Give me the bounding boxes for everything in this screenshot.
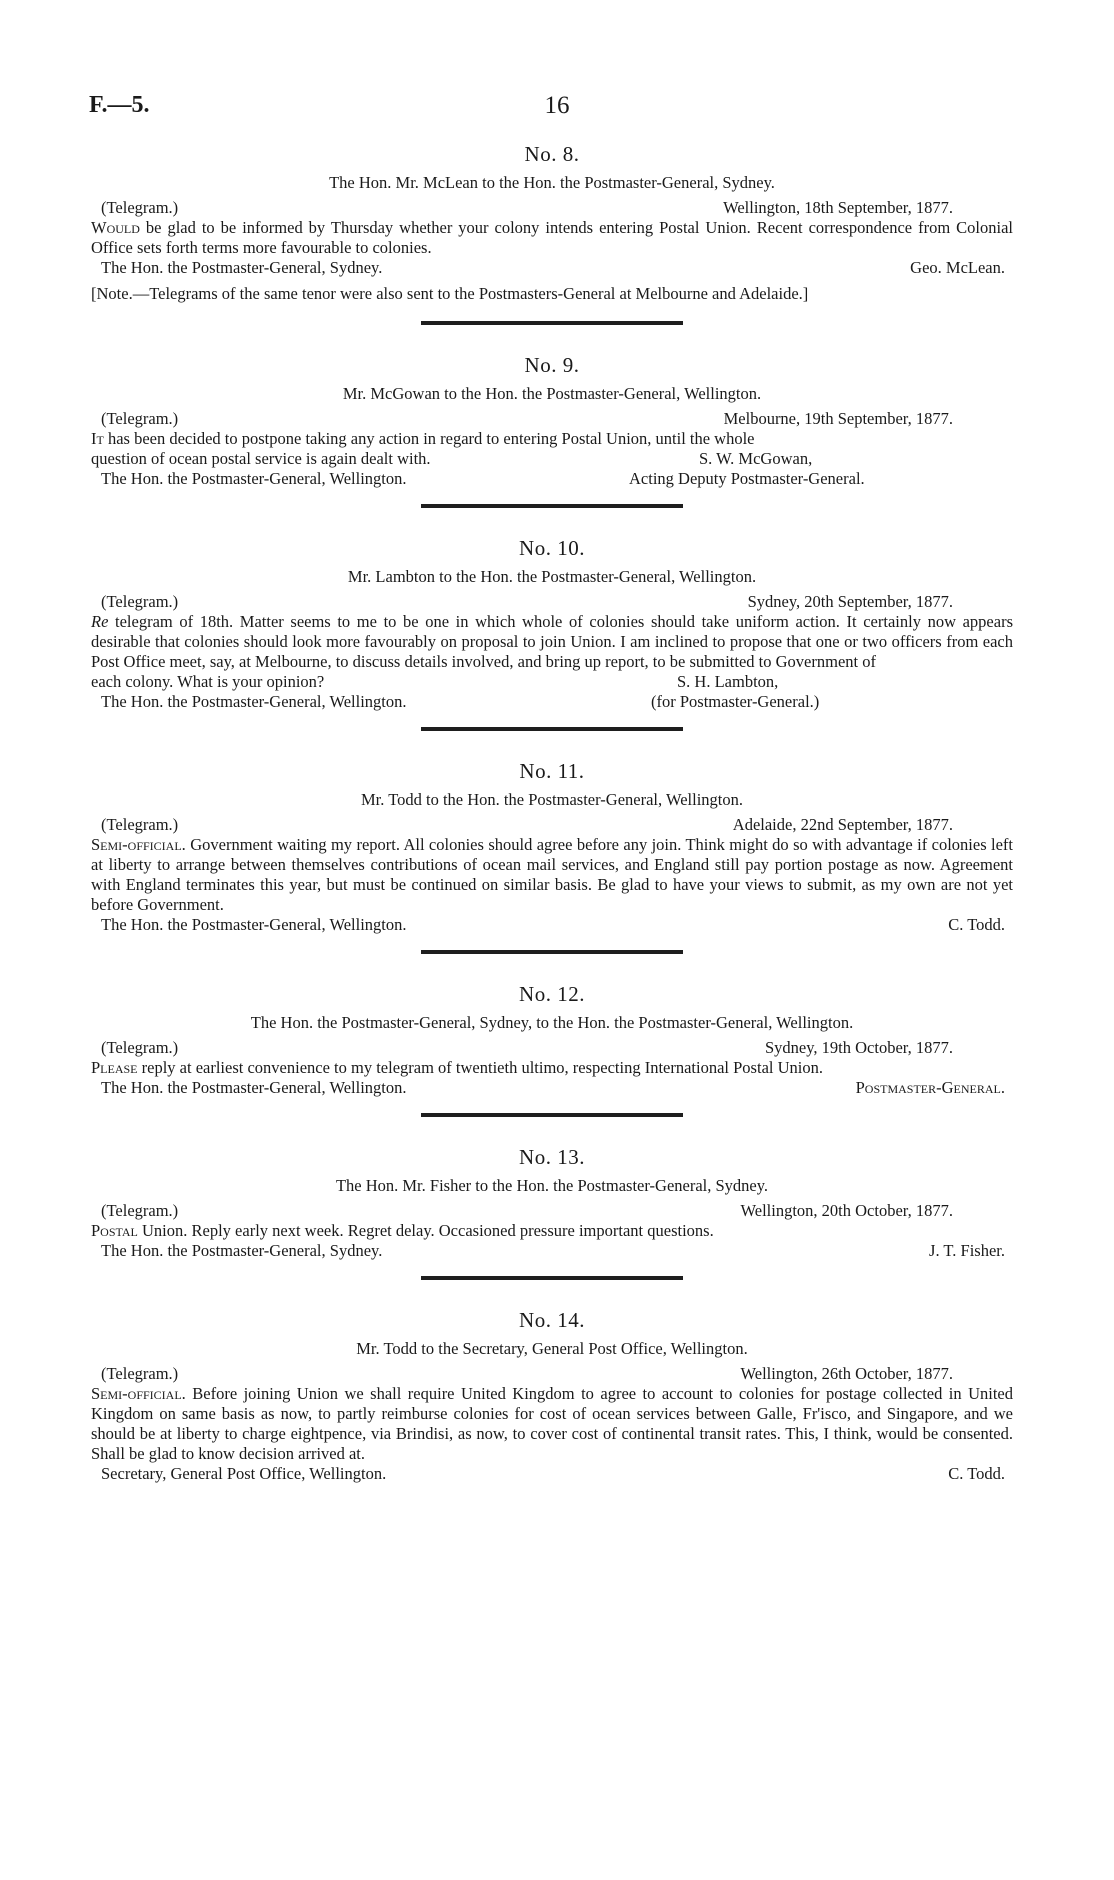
telegram-label: (Telegram.) [101, 814, 179, 834]
lead-word: Re [91, 611, 109, 631]
section-divider [421, 1276, 683, 1280]
entry-number: No. 8. [524, 142, 580, 166]
lead-word: Semi-official. [91, 834, 186, 854]
message-text: reply at earliest convenience to my telegram of twentieth ultimo, respecting International Postal Union. [137, 1057, 823, 1077]
telegram-label: (Telegram.) [101, 1363, 179, 1383]
section-divider [421, 321, 683, 325]
addressee: The Hon. the Postmaster-General, Sydney. [101, 1240, 383, 1260]
addressee: The Hon. the Postmaster-General, Wellington. [101, 914, 407, 934]
message-text: telegram of 18th. Matter seems to me to be one in which whole of colonies should take uniform action. It certainly now appears desirable that colonies should look more favourably on proposal to join Union. I am inclined to propose that one or two officers from each Post Office meet, say, at Melbourne, to discuss details involved, and bring up report, to be submitted to Government of [91, 611, 1013, 671]
entry-heading: Mr. Todd to the Secretary, General Post Office, Wellington. [356, 1338, 748, 1358]
signature: C. Todd. [948, 914, 1005, 934]
signature: Geo. McLean. [910, 258, 1005, 277]
entry-heading: Mr. Lambton to the Hon. the Postmaster-General, Wellington. [347, 566, 757, 586]
message-body [91, 429, 1013, 449]
place-date: Sydney, 20th September, 1877. [747, 591, 953, 611]
entry-heading: Mr. McGowan to the Hon. the Postmaster-General, Wellington. [342, 383, 762, 403]
message-text: Government waiting my report. All colonies should agree before any join. Think might do so with advantage if colonies left at liberty to arrange between themselves contributions of ocean mail services, and England still pay portion postage as now. Agreement with England terminates this year, but must be continued on similar basis. Be glad to have your views to submit, as my own are not yet before Government. [91, 834, 1013, 914]
addressee: Secretary, General Post Office, Wellington. [101, 1463, 387, 1483]
entry-number: No. 12. [519, 981, 585, 1006]
telegram-label: (Telegram.) [101, 591, 179, 611]
message-text: Union. Reply early next week. Regret delay. Occasioned pressure important questions. [137, 1220, 714, 1240]
entry-heading: Mr. Todd to the Hon. the Postmaster-General, Wellington. [361, 789, 743, 809]
telegram-entry-13 [91, 1144, 1013, 1261]
signature: S. W. McGowan, [699, 448, 813, 468]
place-date: Melbourne, 19th September, 1877. [723, 408, 953, 428]
entry-heading: The Hon. Mr. Fisher to the Hon. the Postmaster-General, Sydney. [335, 1175, 769, 1195]
signature: J. T. Fisher. [929, 1240, 1005, 1260]
message-body [91, 1384, 1013, 1464]
place-date: Sydney, 19th October, 1877. [765, 1037, 953, 1057]
message-text: has been decided to postpone taking any action in regard to entering Postal Union, until the whole [103, 428, 755, 448]
message-text: Before joining Union we shall require United Kingdom to agree to account to colonies for postage collected in United Kingdom on same basis as now, to partly reimburse colonies for cost of ocean services between Galle, Fr'isco, and Singapore, and we should be at liberty to charge eightpence, via Brindisi, as now, to cover cost of continental transit rates. This, I think, would be consented. Shall be glad to know decision arrived at. [91, 1383, 1013, 1463]
place-date: Wellington, 18th September, 1877. [723, 198, 953, 217]
place-date: Wellington, 20th October, 1877. [740, 1200, 953, 1220]
telegram-label: (Telegram.) [101, 198, 179, 217]
addressee: The Hon. the Postmaster-General, Wellington. [101, 468, 407, 488]
signature-title: (for Postmaster-General.) [651, 691, 820, 711]
message-body [91, 612, 1013, 672]
telegram-entry-11 [91, 758, 1013, 935]
telegram-label: (Telegram.) [101, 1037, 179, 1057]
message-body [91, 1058, 1013, 1078]
place-date: Adelaide, 22nd September, 1877. [732, 814, 953, 834]
telegram-entry-14 [91, 1307, 1013, 1484]
entry-heading: The Hon. the Postmaster-General, Sydney, to the Hon. the Postmaster-General, Wellington. [250, 1012, 854, 1032]
message-body [91, 835, 1013, 915]
telegram-label: (Telegram.) [101, 408, 179, 428]
lead-word: Please [91, 1057, 138, 1077]
message-body [91, 218, 1013, 258]
telegram-entry-12 [91, 981, 1013, 1098]
message-text: be glad to be informed by Thursday whether your colony intends entering Postal Union. Recent correspondence from Colonial Office sets forth terms more favourable to colonies. [91, 218, 1013, 257]
entry-heading: The Hon. Mr. McLean to the Hon. the Postmaster-General, Sydney. [329, 173, 775, 192]
addressee: The Hon. the Postmaster-General, Wellington. [101, 691, 407, 711]
place-date: Wellington, 26th October, 1877. [740, 1363, 953, 1383]
signature: C. Todd. [948, 1463, 1005, 1483]
section-divider [421, 950, 683, 954]
page-header [0, 92, 1114, 122]
signature: S. H. Lambton, [677, 671, 779, 691]
entry-number: No. 10. [519, 535, 585, 560]
signature-title: Acting Deputy Postmaster-General. [629, 468, 865, 488]
document-reference: F.—5. [89, 92, 150, 118]
section-divider [421, 727, 683, 731]
lead-word: Semi-official. [91, 1383, 186, 1403]
telegram-label: (Telegram.) [101, 1200, 179, 1220]
editorial-note: [Note.—Telegrams of the same tenor were also sent to the Postmasters-General at Melbourne and Adelaide.] [91, 284, 809, 303]
lead-word: Postal [91, 1220, 138, 1240]
entry-number: No. 11. [519, 758, 585, 783]
message-body [91, 1221, 1013, 1241]
addressee: The Hon. the Postmaster-General, Sydney. [101, 258, 383, 277]
section-divider [421, 1113, 683, 1117]
document-body [91, 144, 1013, 1484]
message-text-end: each colony. What is your opinion? [91, 671, 325, 691]
section-divider [421, 504, 683, 508]
lead-word: It [91, 428, 104, 448]
page-number: 16 [544, 92, 570, 119]
telegram-entry-9 [91, 352, 1013, 489]
entry-number: No. 9. [524, 352, 580, 377]
telegram-entry-10 [91, 535, 1013, 712]
entry-number: No. 14. [519, 1307, 585, 1332]
lead-word: Would [91, 218, 140, 237]
signature: Postmaster-General. [855, 1077, 1005, 1097]
addressee: The Hon. the Postmaster-General, Wellington. [101, 1077, 407, 1097]
message-text-end: question of ocean postal service is again dealt with. [91, 448, 431, 468]
telegram-entry-8 [91, 144, 1013, 304]
entry-number: No. 13. [519, 1144, 585, 1169]
